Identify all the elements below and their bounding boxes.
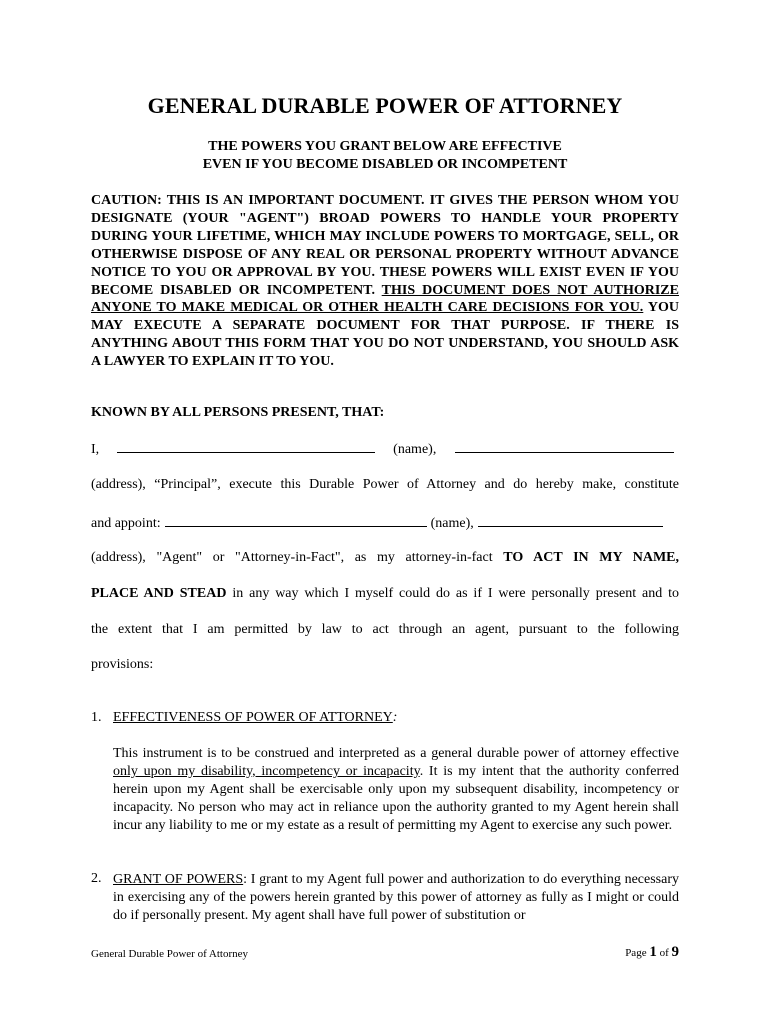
intro-name-label-2: (name), <box>430 516 474 531</box>
document-title: GENERAL DURABLE POWER OF ATTORNEY <box>147 93 623 118</box>
section-1-body-underlined: only upon my disability, incompetency or incapacity <box>113 763 420 779</box>
intro-i: I, <box>91 442 100 457</box>
intro-line4-bold: TO ACT IN MY NAME, <box>503 550 680 565</box>
footer-page-number: 1 <box>649 944 657 960</box>
caution-text-part2: YOU MAY EXECUTE A SEPARATE DOCUMENT FOR THAT PURPOSE. IF THERE IS ANYTHING ABOUT THIS FORM THAT YOU DO NOT UNDERSTAND, YOU SHOULD ASK A LAWYER TO EXPLAIN IT TO YOU. <box>91 300 679 370</box>
principal-name-blank[interactable] <box>117 440 375 453</box>
intro-line-1 <box>91 440 679 460</box>
intro-appoint: and appoint: <box>91 516 161 531</box>
intro-line5-rest: in any way which I myself could do as if I were personally present and to <box>226 586 679 601</box>
agent-address-blank[interactable] <box>478 514 663 527</box>
section-2-text: : I grant to my Agent full power and authorization to do everything necessary in exercising any of the powers herein granted by this power of attorney as fully as I might or could do if personally present. My agent shall have full power of substitution or <box>113 872 679 923</box>
section-1-body-end: . It is my intent that the authority conferred herein upon my Agent shall be exercisable only upon my subsequent disability, incompetency or incapacity. No person who may act in reliance upon the authority granted to my Agent herein shall incur any liability to me or my estate as a result of permitting my Agent to exercise any such power. <box>113 763 679 833</box>
intro-line-3 <box>91 514 679 534</box>
footer-total-pages: 9 <box>671 944 679 960</box>
section-2-number: 2. <box>91 871 102 886</box>
section-1-title: EFFECTIVENESS OF POWER OF ATTORNEY <box>113 710 393 725</box>
section-1-title-suffix: : <box>392 710 398 725</box>
principal-address-blank[interactable] <box>455 440 674 453</box>
subtitle-line-1: THE POWERS YOU GRANT BELOW ARE EFFECTIVE <box>208 139 562 154</box>
footer-of-label: of <box>656 947 672 959</box>
document-subtitle <box>0 138 770 174</box>
footer-document-name: General Durable Power of Attorney <box>91 948 249 960</box>
intro-line-6: the extent that I am permitted by law to act through an agent, pursuant to the following <box>91 622 679 637</box>
section-2-body <box>113 871 679 925</box>
intro-line-4 <box>91 550 679 570</box>
intro-line5-bold: PLACE AND STEAD <box>91 586 227 601</box>
caution-paragraph <box>91 192 679 371</box>
footer-page-indicator <box>625 944 679 961</box>
footer-page-label: Page <box>625 947 650 959</box>
section-1-heading <box>91 710 397 726</box>
section-1-number: 1. <box>91 710 102 725</box>
intro-line4-start: (address), "Agent" or "Attorney-in-Fact", as my attorney-in-fact <box>91 550 493 565</box>
agent-name-blank[interactable] <box>165 514 427 527</box>
caution-text-part1: CAUTION: THIS IS AN IMPORTANT DOCUMENT. IT GIVES THE PERSON WHOM YOU DESIGNATE (YOUR "AGENT") BROAD POWERS TO HANDLE YOUR PROPERTY DURING YOUR LIFETIME, WHICH MAY INCLUDE POWERS TO MORTGAGE, SELL, OR OTHERWISE DISPOSE OF ANY REAL OR PERSONAL PROPERTY WITHOUT ADVANCE NOTICE TO YOU OR APPROVAL BY YOU. THESE POWERS WILL EXIST EVEN IF YOU BECOME DISABLED OR INCOMPETENT. <box>91 193 679 298</box>
section-2-title: GRANT OF POWERS <box>113 872 244 887</box>
section-1-body-start: This instrument is to be construed and interpreted as a general durable power of attorney effective <box>113 746 679 761</box>
subtitle-line-2: EVEN IF YOU BECOME DISABLED OR INCOMPETENT <box>202 157 568 172</box>
intro-line-7: provisions: <box>91 657 154 672</box>
intro-name-label-1: (name), <box>393 442 437 457</box>
intro-line-5 <box>91 586 679 606</box>
intro-line-2: (address), “Principal”, execute this Durable Power of Attorney and do hereby make, constitute <box>91 477 679 492</box>
section-1-body <box>113 745 679 835</box>
known-heading: KNOWN BY ALL PERSONS PRESENT, THAT: <box>91 405 385 420</box>
caution-underlined-text: THIS DOCUMENT DOES NOT AUTHORIZE ANYONE TO MAKE MEDICAL OR OTHER HEALTH CARE DECISIONS FOR YOU. <box>91 282 679 316</box>
